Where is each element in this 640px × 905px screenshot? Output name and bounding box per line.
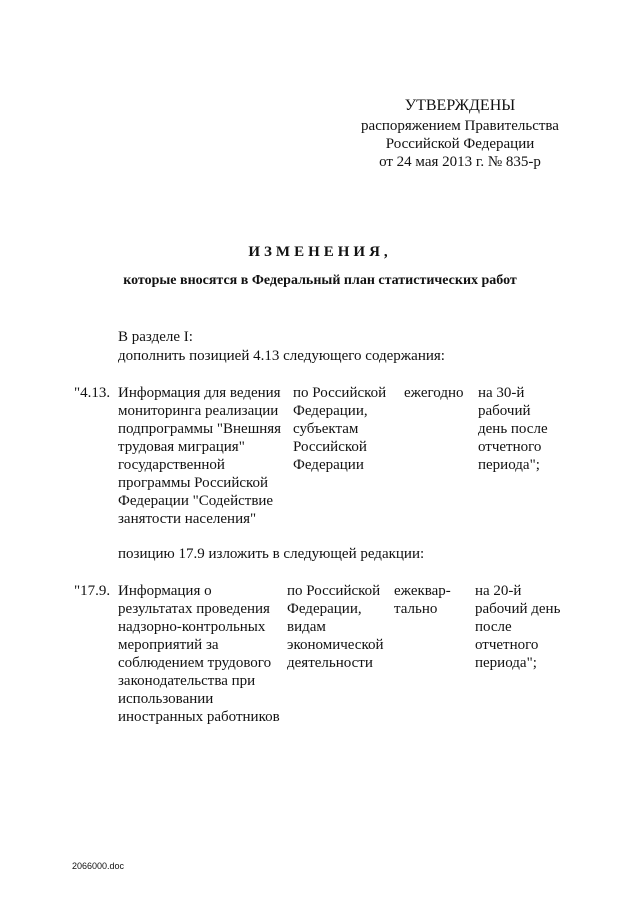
section-instruction: позицию 17.9 изложить в следующей редакции:: [118, 546, 425, 562]
entry-breakdown: по Российской Федерации, субъектам Российской Федерации: [293, 385, 387, 473]
document-title: ИЗМЕНЕНИЯ,: [248, 244, 392, 260]
approval-stamp: [340, 97, 580, 171]
plan-entry-17-9: [0, 582, 640, 732]
entry-description: Информация для ведения мониторинга реализации подпрограммы "Внешняя трудовая миграция" государственной программы Российской Федерации "Содействие занятости населения": [118, 385, 282, 527]
entry-number: "4.13.: [74, 385, 111, 401]
entry-deadline: на 20-й рабочий день после отчетного периода";: [475, 583, 561, 671]
entry-frequency: ежеквар- тально: [394, 583, 451, 617]
approval-line: от 24 мая 2013 г. № 835-р: [379, 154, 541, 170]
approval-line: Российской Федерации: [385, 136, 535, 152]
section-intro: В разделе I:: [118, 329, 193, 345]
entry-frequency: ежегодно: [404, 385, 464, 401]
entry-breakdown: по Российской Федерации, видам экономической деятельности: [287, 583, 384, 671]
footer-filename: 2066000.doc: [72, 861, 125, 871]
entry-number: "17.9.: [74, 583, 111, 599]
section-instruction: дополнить позицией 4.13 следующего содержания:: [118, 348, 445, 364]
document-subtitle: которые вносятся в Федеральный план статистических работ: [123, 273, 517, 288]
approval-line: распоряжением Правительства: [361, 118, 559, 134]
entry-description: Информация о результатах проведения надзорно-контрольных мероприятий за соблюдением трудового законодательства при использовании иностранных работников: [118, 583, 280, 725]
plan-entry-4-13: [0, 384, 640, 534]
approval-heading: УТВЕРЖДЕНЫ: [404, 97, 516, 114]
entry-deadline: на 30-й рабочий день после отчетного периода";: [478, 385, 548, 473]
